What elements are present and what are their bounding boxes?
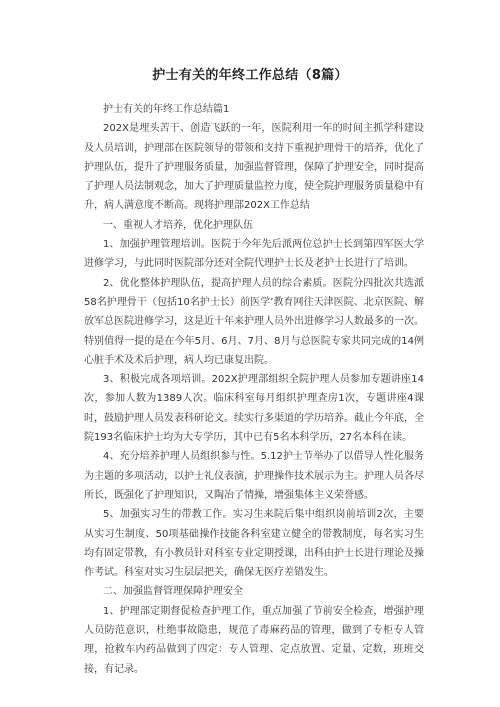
document-body xyxy=(84,100,424,679)
section-heading-1: 一、重视人才培养，优化护理队伍 xyxy=(103,219,253,231)
paragraph-item-4: 4、充分培养护理人员组织参与性。5.12护士节举办了以借导人性化服务为主题的多项活动，以护士礼仪表演，护理操作技术展示为主。护理人员各尽所长，既强化了护理知识，又陶冶了情操，增强集体主义荣誉感。 xyxy=(84,451,424,501)
paragraph-item-3: 3、积极完成各项培训。202X护理部组织全院护理人员参加专题讲座14次，参加人数为1389人次。临床科室每月组织护理查房1次，专题讲座4课时，鼓励护理人员发表科研论文。续实行多渠道的学历培养。截止今年底，全院193名临床护士均为大专学历，其中已有5名本科学历，27名本科在读。 xyxy=(84,374,424,444)
paragraph-item-2: 2、优化整体护理队伍，提高护理人员的综合素质。医院分四批次共选派58名护理骨干（包括10名护士长）前医学’教育网往天津医院、北京医院、解放军总医院进修学习，这是近十年来护理人员外出进修学习人数最多的一次。特别值得一提的是在今年5月、6月、7月、8月与总医院专家共同完成的14例心脏手术及术后护理，病人均已康复出院。 xyxy=(84,277,424,366)
section-heading: 护士有关的年终工作总结篇1 xyxy=(103,104,230,115)
section-heading-2: 二、加强监督管理保障护理安全 xyxy=(103,586,243,598)
paragraph-item-1: 1、加强护理管理培训。医院于今年先后派两位总护士长到第四军医大学进修学习，与此同时医院部分还对全院代理护士长及老护士长进行了培训。 xyxy=(84,239,424,270)
paragraph-intro: 202X是埋头苦干、创造飞跃的一年，医院利用一年的时间主抓学科建设及人员培训，护理部在医院领导的带领和支持下重视护理骨干的培养，优化了护理队伍，提升了护理服务质量，加强监督管理，保障了护理安全，同时提高了护理人员法制观念，加大了护理质量监控力度，使全院护理服务质量稳中有升，病人满意度不断高。现将护理部202X工作总结 xyxy=(84,123,424,212)
document-title: 护士有关的年终工作总结（8篇） xyxy=(152,68,348,83)
paragraph-item-5: 5、加强实习生的带教工作。实习生来院后集中组织岗前培训2次，主要从实习生制度、50项基础操作技能各科室建立健全的带教制度，每名实习生均有固定带教，有小教员针对科室专业定期授课，出科由护士长进行理论及操作考试。科室对实习生层层把关，确保无医疗差错发生。 xyxy=(84,509,424,579)
paragraph-item-6: 1、护理部定期督促检查护理工作，重点加强了节前安全检查，增强护理人员防范意识，杜绝事故隐患，规范了毒麻药品的管理，做到了专柜专人管理，抢救车内药品做到了四定：专人管理、定点放置、定量、定数，班班交接，有记录。 xyxy=(84,605,424,675)
